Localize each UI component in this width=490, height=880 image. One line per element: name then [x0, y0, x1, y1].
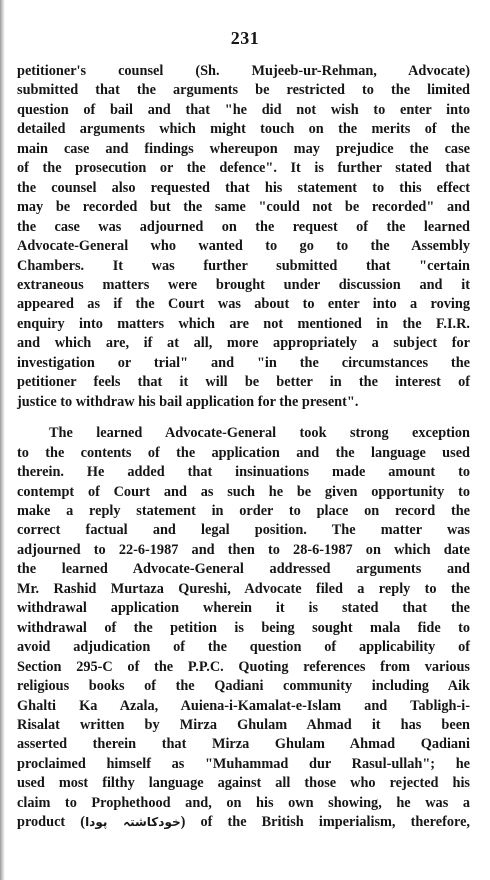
text-line: justice to withdraw his bail application for the present". — [17, 393, 359, 410]
urdu-phrase: خودکاشتہ پودا — [85, 815, 181, 830]
text-line: the counsel also requested that his statement to this effect — [17, 179, 470, 196]
text-line: question of bail and that "he did not wish to enter into — [17, 101, 470, 118]
text-line: Advocate-General who wanted to go to the Assembly — [17, 238, 470, 255]
text-line: Ghalti Ka Azala, Auiena-i-Kamalat-e-Islam and Tabligh-i- — [17, 697, 470, 714]
text-line: asserted therein that Mirza Ghulam Ahmad Qadiani — [17, 736, 470, 753]
text-line: petitioner's counsel (Sh. Mujeeb-ur-Rehman, Advocate) — [17, 63, 470, 79]
text-line: claim to Prophethood and, on his own showing, he was a — [17, 794, 470, 811]
text-line: therein. He added that insinuations made amount to — [17, 464, 470, 481]
text-line: Risalat written by Mirza Ghulam Ahmad it has been — [17, 716, 470, 733]
text-line: Section 295-C of the P.P.C. Quoting references from various — [17, 658, 470, 675]
paragraph-gap — [17, 412, 470, 424]
text-line: Mr. Rashid Murtaza Qureshi, Advocate filed a reply to the — [17, 580, 470, 597]
paragraph-2-continued — [17, 444, 470, 833]
text-line: Chambers. It was further submitted that "certain — [17, 257, 470, 274]
text-line: extraneous matters were brought under discussion and it — [17, 276, 470, 293]
text-line: and which are, if at all, more appropriately a subject for — [17, 335, 470, 352]
text-line: correct factual and legal position. The matter was — [17, 522, 470, 539]
text-line: used most filthy language against all those who rejected his — [17, 775, 470, 792]
text-line-final — [17, 813, 470, 832]
final-line-start: product ( — [17, 814, 86, 831]
text-line: investigation or trial" and "in the circumstances the — [17, 354, 470, 371]
text-line: avoid adjudication of the question of applicability of — [17, 639, 470, 656]
text-line: withdrawal application wherein it is stated that the — [17, 600, 470, 617]
text-line: adjourned to 22-6-1987 and then to 28-6-1987 on which date — [17, 541, 470, 558]
text-line: of the prosecution or the defence". It is further stated that — [17, 160, 470, 177]
text-line: main case and findings whereupon may prejudice the case — [17, 140, 470, 157]
text-line: religious books of the Qadiani community including Aik — [17, 678, 470, 695]
text-line: detailed arguments which might touch on the merits of the — [17, 121, 470, 138]
final-line-end: ) of the British imperialism, therefore, — [180, 814, 470, 831]
text-line: to the contents of the application and the language used — [17, 444, 470, 461]
text-line: make a reply statement in order to place on record the — [17, 502, 470, 519]
text-line: petitioner feels that it will be better in the interest of — [17, 374, 470, 391]
text-line: the learned Advocate-General addressed arguments and — [17, 561, 470, 578]
paragraph-2 — [17, 424, 470, 443]
text-line: contempt of Court and as such he be given opportunity to — [17, 483, 470, 500]
page-body — [17, 62, 470, 833]
text-line: The learned Advocate-General took strong exception — [49, 425, 470, 442]
page-number: 231 — [230, 28, 260, 48]
text-line: appeared as if the Court was about to enter into a roving — [17, 296, 470, 313]
text-line: withdrawal of the petition is being sought mala fide to — [17, 619, 470, 636]
text-line: proclaimed himself as "Muhammad dur Rasul-ullah"; he — [17, 755, 470, 772]
text-line: the case was adjourned on the request of the learned — [17, 218, 470, 235]
page-binding-edge — [0, 0, 5, 880]
paragraph-1 — [17, 62, 470, 412]
text-line: submitted that the arguments be restricted to the limited — [17, 82, 470, 99]
text-line: enquiry into matters which are not mentioned in the F.I.R. — [17, 315, 470, 332]
text-line: may be recorded but the same "could not be recorded" and — [17, 199, 470, 216]
